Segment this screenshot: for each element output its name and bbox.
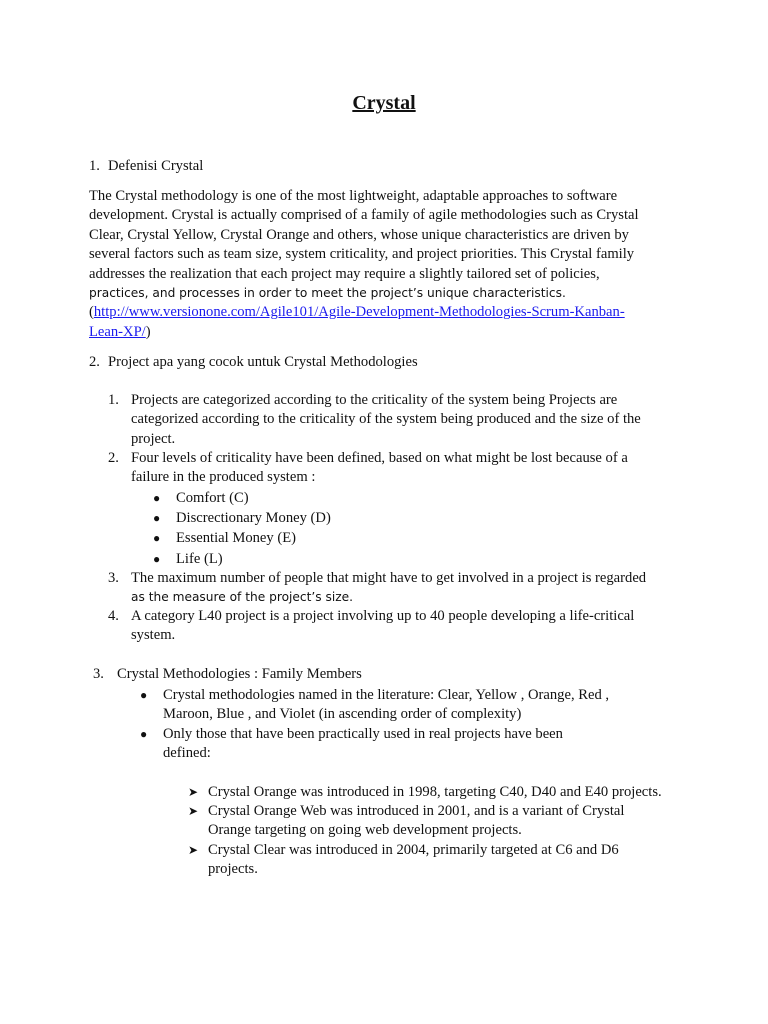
list-item-line: Crystal methodologies named in the literature: Clear, Yellow , Orange, Red ,: [163, 687, 610, 703]
paragraph-line: development. Crystal is actually comprised of a family of agile methodologies such as Crystal: [89, 207, 639, 224]
document-title: Crystal: [352, 92, 416, 114]
bullet-icon: ●: [153, 491, 161, 505]
list-item-line: Maroon, Blue , and Violet (in ascending order of complexity): [163, 706, 522, 723]
list-item: [131, 449, 671, 488]
bullet-icon: ●: [140, 727, 148, 741]
link-close-paren: ): [145, 323, 151, 340]
list-item-line: Only those that have been practically used in real projects have been: [163, 726, 563, 742]
section-1-number: 1.: [89, 158, 100, 174]
list-item-number: 1.: [108, 392, 119, 408]
bullet-icon: ●: [153, 552, 161, 566]
section-1-heading: Defenisi Crystal: [108, 158, 204, 174]
bullet-icon: ●: [153, 531, 161, 545]
section-2-number: 2.: [89, 354, 100, 370]
list-item: [131, 391, 671, 449]
list-item-line: Crystal Orange was introduced in 1998, targeting C40, D40 and E40 projects.: [208, 784, 662, 800]
list-item-line: project.: [131, 430, 176, 447]
list-item-line: Four levels of criticality have been defined, based on what might be lost because of a: [131, 450, 628, 466]
list-item: [208, 802, 688, 841]
list-item-line: Crystal Orange Web was introduced in 2001, and is a variant of Crystal: [208, 803, 625, 819]
reference-link-continued[interactable]: Lean-XP/: [89, 323, 146, 340]
arrow-bullet-icon: ➤: [188, 843, 199, 857]
list-item-line: The maximum number of people that might have to get involved in a project is regarded: [131, 570, 647, 586]
list-item: [208, 783, 688, 802]
paragraph-line: Clear, Crystal Yellow, Crystal Orange and others, whose unique characteristics are driven by: [89, 226, 629, 243]
list-item-line: as the measure of the project’s size.: [131, 590, 353, 605]
list-item-line: Crystal Clear was introduced in 2004, primarily targeted at C6 and D6: [208, 842, 619, 858]
link-open-paren: (: [89, 304, 94, 321]
list-item-number: 4.: [108, 608, 119, 624]
bullet-icon: ●: [140, 688, 148, 702]
list-item-line: failure in the produced system :: [131, 469, 316, 486]
list-item: Discrectionary Money (D): [176, 510, 331, 526]
paragraph-line: several factors such as team size, system criticality, and project priorities. This Crystal family: [89, 246, 635, 263]
list-item-line: Projects are categorized according to the criticality of the system being Projects are: [131, 392, 618, 408]
paragraph-line: addresses the realization that each project may require a slightly tailored set of policies,: [89, 265, 600, 282]
arrow-bullet-icon: ➤: [188, 785, 199, 799]
list-item-line: system.: [131, 627, 176, 644]
list-item: [131, 569, 671, 608]
list-item: Essential Money (E): [176, 530, 296, 546]
arrow-bullet-icon: ➤: [188, 804, 199, 818]
list-item: Comfort (C): [176, 490, 249, 506]
section-3-number: 3.: [93, 666, 104, 682]
paragraph-line: practices, and processes in order to meet the project’s unique characteristics.: [89, 286, 566, 301]
list-item: Life (L): [176, 551, 223, 567]
list-item-line: Orange targeting on going web development projects.: [208, 822, 522, 839]
list-item-line: categorized according to the criticality of the system being produced and the size of the: [131, 411, 641, 428]
bullet-icon: ●: [153, 511, 161, 525]
list-item-number: 2.: [108, 450, 119, 466]
reference-link[interactable]: http://www.versionone.com/Agile101/Agile-Development-Methodologies-Scrum-Kanban-: [93, 304, 625, 321]
list-item: [163, 686, 673, 725]
reference-link-line: [89, 303, 669, 322]
section-1-paragraph: [89, 187, 669, 342]
section-2-heading: Project apa yang cocok untuk Crystal Methodologies: [108, 354, 418, 370]
reference-link-line: [89, 323, 669, 342]
list-item-line: defined:: [163, 745, 211, 762]
list-item-number: 3.: [108, 570, 119, 586]
list-item: [163, 725, 673, 764]
list-item-line: projects.: [208, 861, 258, 878]
section-3-heading: Crystal Methodologies : Family Members: [117, 666, 362, 682]
list-item: [208, 841, 688, 880]
list-item: [131, 607, 671, 646]
paragraph-line: The Crystal methodology is one of the most lightweight, adaptable approaches to software: [89, 188, 618, 204]
list-item-line: A category L40 project is a project involving up to 40 people developing a life-critical: [131, 608, 635, 624]
